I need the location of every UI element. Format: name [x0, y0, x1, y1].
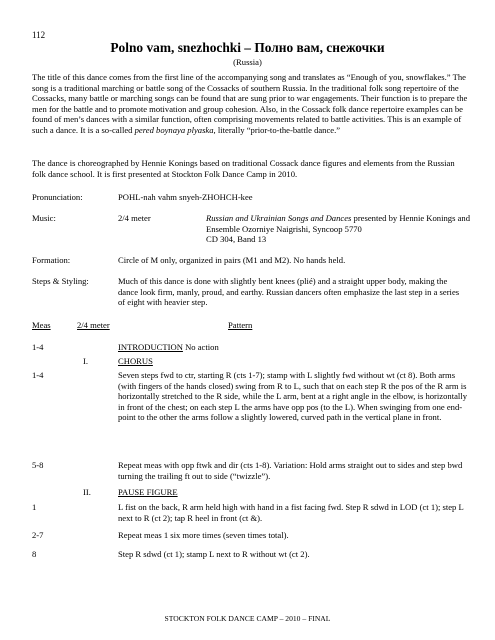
intro-meas: 1-4	[32, 342, 44, 352]
intro-paragraph-2: The dance is choreographed by Hennie Konings based on traditional Cossack dance figures and elements from the Russian folk dance school. It is first presented at Stockton Folk Dance Camp in 2010.	[32, 158, 455, 179]
header-meter: 2/4 meter	[77, 320, 110, 330]
formation-value: Circle of M only, organized in pairs (M1 and M2). No hands held.	[118, 255, 346, 265]
intro-p1-end: , literally “prior-to-the-battle dance.”	[213, 124, 341, 135]
page-number: 112	[32, 30, 46, 40]
section-1-number: I.	[83, 356, 89, 366]
chorus-5-8-text: Repeat meas with opp ftwk and dir (cts 1-8). Variation: Hold arms straight out to sides and step bwd turning the trailing ft out to side (“twizzle”).	[118, 460, 463, 481]
formation-label: Formation:	[32, 255, 71, 265]
album-title: Russian and Ukrainian Songs and Dances	[206, 213, 352, 223]
pronunciation-label: Pronunciation:	[32, 192, 83, 202]
music-label: Music:	[32, 213, 56, 223]
chorus-1-4-text: Seven steps fwd to ctr, starting R (cts 1-7); stamp with L slightly fwd without wt (ct 8). Both arms (with fingers of the hands closed) swing from R to L, such that on each step R the pos of the R arm is horizontally stretched to the R side, while the L arm, bent at a right angle in the elbow, is horizontally in front of the chest; on each step L the arms have opp pos (to the L). When swinging from one end-point to the other the arms follow a slightly lowered, curved path in the vertical plane in front.	[118, 370, 467, 423]
section-1-title: CHORUS	[118, 356, 153, 366]
section-2-number: II.	[83, 487, 91, 497]
pause-2-7-meas: 2-7	[32, 530, 44, 540]
intro-rest: No action	[182, 342, 219, 352]
header-meas: Meas	[32, 320, 51, 330]
intro-paragraph-1	[32, 72, 470, 136]
intro-title: INTRODUCTION	[118, 342, 183, 352]
album-cd: CD 304, Band 13	[206, 234, 267, 245]
section-2-title: PAUSE FIGURE	[118, 487, 178, 497]
pause-1-meas: 1	[32, 502, 37, 512]
pause-8-meas: 8	[32, 549, 37, 559]
header-pattern: Pattern	[228, 320, 253, 330]
pronunciation-value: POHL-nah vahm snyeh-ZHOHCH-kee	[118, 192, 253, 202]
album-rest: presented by Hennie Konings and Ensemble Ozorniye Naigrishi, Syncoop 5770	[206, 213, 470, 234]
dance-title: Polno vam, snezhochki – Полно вам, снежочки	[110, 40, 385, 55]
intro-row-text	[118, 342, 470, 353]
pause-1-text: L fist on the back, R arm held high with hand in a fist facing fwd. Step R sdwd in LOD (ct 1); step L next to R (ct 2); tap R heel in front (ct &).	[118, 502, 464, 523]
pause-8-text: Step R sdwd (ct 1); stamp L next to R without wt (ct 2).	[118, 549, 310, 559]
pause-2-7-text: Repeat meas 1 six more times (seven times total).	[118, 530, 289, 540]
chorus-1-4-meas: 1-4	[32, 370, 44, 380]
page-footer: STOCKTON FOLK DANCE CAMP – 2010 – FINAL	[164, 614, 331, 623]
chorus-5-8-meas: 5-8	[32, 460, 44, 470]
dance-origin: (Russia)	[233, 57, 262, 67]
steps-styling-value: Much of this dance is done with slightly bent knees (plié) and a straight upper body, making the dance look firm, manly, proud, and earthy. Russian dancers often emphasize the last step in a series of eight with heavier step.	[118, 276, 460, 308]
music-info	[206, 213, 470, 245]
intro-p1-italic: pered boynaya plyaska	[134, 124, 214, 135]
intro-p1-text: The title of this dance comes from the first line of the accompanying song and translates as “Enough of you, snowflakes.” The song is a traditional marching or battle song of the Cossacks of southern Russia. In the traditional folk song repertoire of the Cossacks, many battle or marching songs can be found that are sung prior to war engagements. Their function is to prepare the men for the battle and to promote motivation and group cohesion. Also, in the Cossack folk dance repertoire examples can be found of men’s dances with a similar function, often comprising movements related to battle activities. This is an example of such a dance. It is a so-called	[32, 72, 468, 135]
steps-styling-label: Steps & Styling:	[32, 276, 89, 286]
music-meter: 2/4 meter	[118, 213, 151, 223]
